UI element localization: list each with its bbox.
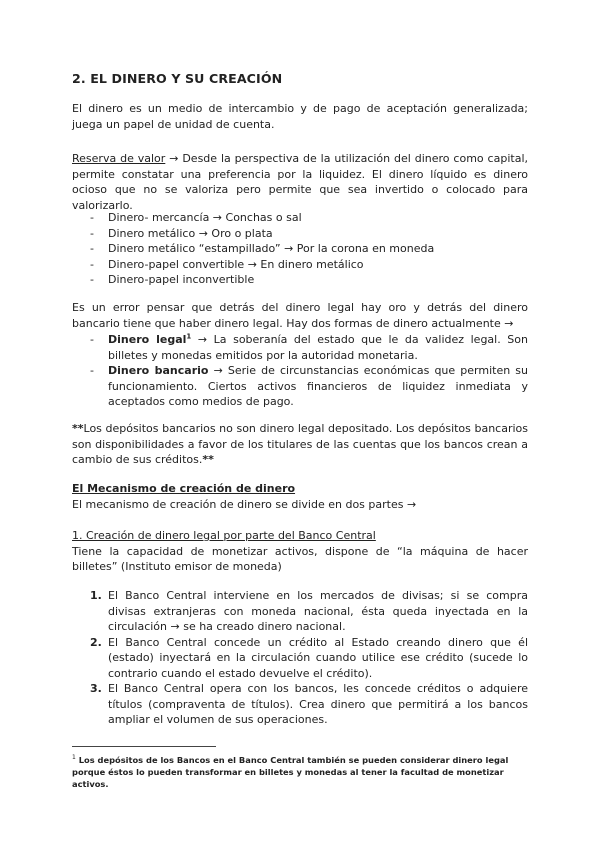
step-text: El Banco Central interviene en los mercados de divisas; si se compra divisas extranjeras con moneda nacional, ésta queda inyectada en la circulación → se ha creado dinero nacional. [108, 589, 528, 633]
section-heading: 2. EL DINERO Y SU CREACIÓN [72, 71, 283, 86]
note-text: Los depósitos bancarios no son dinero legal depositado. Los depósitos bancarios son disponibilidades a favor de los titulares de las cuentas que los bancos crean a cambio de sus créditos. [72, 422, 528, 466]
list-item: - Dinero- mercancía → Conchas o sal [72, 210, 528, 226]
step-number: 1. [90, 589, 102, 602]
money-forms-list [72, 332, 528, 410]
form-text: → Serie de circunstancias económicas que permiten su funcionamiento. Ciertos activos financieros de liquidez inmediata y aceptados como medios de pago. [108, 364, 529, 408]
footnote-marker: 1 [72, 754, 76, 762]
step-number: 2. [90, 635, 102, 649]
mechanism-section [72, 481, 528, 512]
reserva-text: → Desde la perspectiva de la utilización del dinero como capital, permite constatar una preferencia por la liquidez. El dinero líquido es dinero ocioso que no se valoriza pero permite que sea invertido o colocado para valorizarlo. [72, 152, 528, 212]
step-number: 3. [90, 682, 102, 695]
steps-list [72, 588, 528, 728]
section1 [72, 528, 528, 575]
note-stars-open: ** [72, 422, 84, 435]
step-text: El Banco Central opera con los bancos, les concede créditos o adquiere títulos (compraventa de títulos). Crea dinero que permitirá a los bancos ampliar el volumen de sus operaciones. [108, 682, 528, 726]
footnote-ref: 1 [186, 332, 192, 341]
reserva-label: Reserva de valor [72, 152, 166, 165]
deposit-note [72, 421, 528, 468]
intro-paragraph [72, 101, 528, 132]
list-item [72, 681, 528, 728]
list-item [72, 588, 528, 635]
list-item: - Dinero metálico → Oro o plata [72, 226, 528, 242]
section1-title: 1. Creación de dinero legal por parte del Banco Central [72, 529, 376, 542]
list-item [72, 332, 528, 363]
footnote-divider [72, 746, 216, 747]
reserva-paragraph [72, 151, 528, 213]
list-item [72, 363, 528, 410]
mechanism-text: El mecanismo de creación de dinero se divide en dos partes → [72, 497, 417, 511]
money-types-list [72, 210, 528, 288]
footnote-text: Los depósitos de los Bancos en el Banco Central también se pueden considerar dinero legal porque éstos lo pueden transformar en billetes y monedas al tener la facultad de monetizar activos. [72, 755, 509, 789]
list-item: - Dinero metálico “estampillado” → Por la corona en moneda [72, 241, 528, 257]
error-text: Es un error pensar que detrás del dinero legal hay oro y detrás del dinero bancario tiene que haber dinero legal. Hay dos formas de dinero actualmente → [72, 301, 528, 330]
step-text: El Banco Central concede un crédito al Estado creando dinero que él (estado) inyectará en la circulación cuando utilice ese crédito (sucede lo contrario cuando el estado devuelve el crédito). [108, 635, 528, 680]
list-item: - Dinero-papel convertible → En dinero metálico [72, 257, 528, 273]
list-item [72, 635, 528, 682]
list-item: - Dinero-papel inconvertible [72, 272, 528, 288]
section1-text: Tiene la capacidad de monetizar activos, dispone de “la máquina de hacer billetes” (Instituto emisor de moneda) [72, 544, 528, 573]
mechanism-title: El Mecanismo de creación de dinero [72, 482, 296, 495]
intro-text: El dinero es un medio de intercambio y de pago de aceptación generalizada; juega un papel de unidad de cuenta. [72, 102, 528, 131]
form-term: Dinero legal [108, 333, 187, 346]
note-stars-close: ** [202, 453, 214, 466]
error-paragraph [72, 300, 528, 331]
form-term: Dinero bancario [108, 364, 209, 377]
footnote [72, 754, 528, 790]
form-text: → La soberanía del estado que le da validez legal. Son billetes y monedas emitidos por la autoridad monetaria. [108, 333, 528, 362]
